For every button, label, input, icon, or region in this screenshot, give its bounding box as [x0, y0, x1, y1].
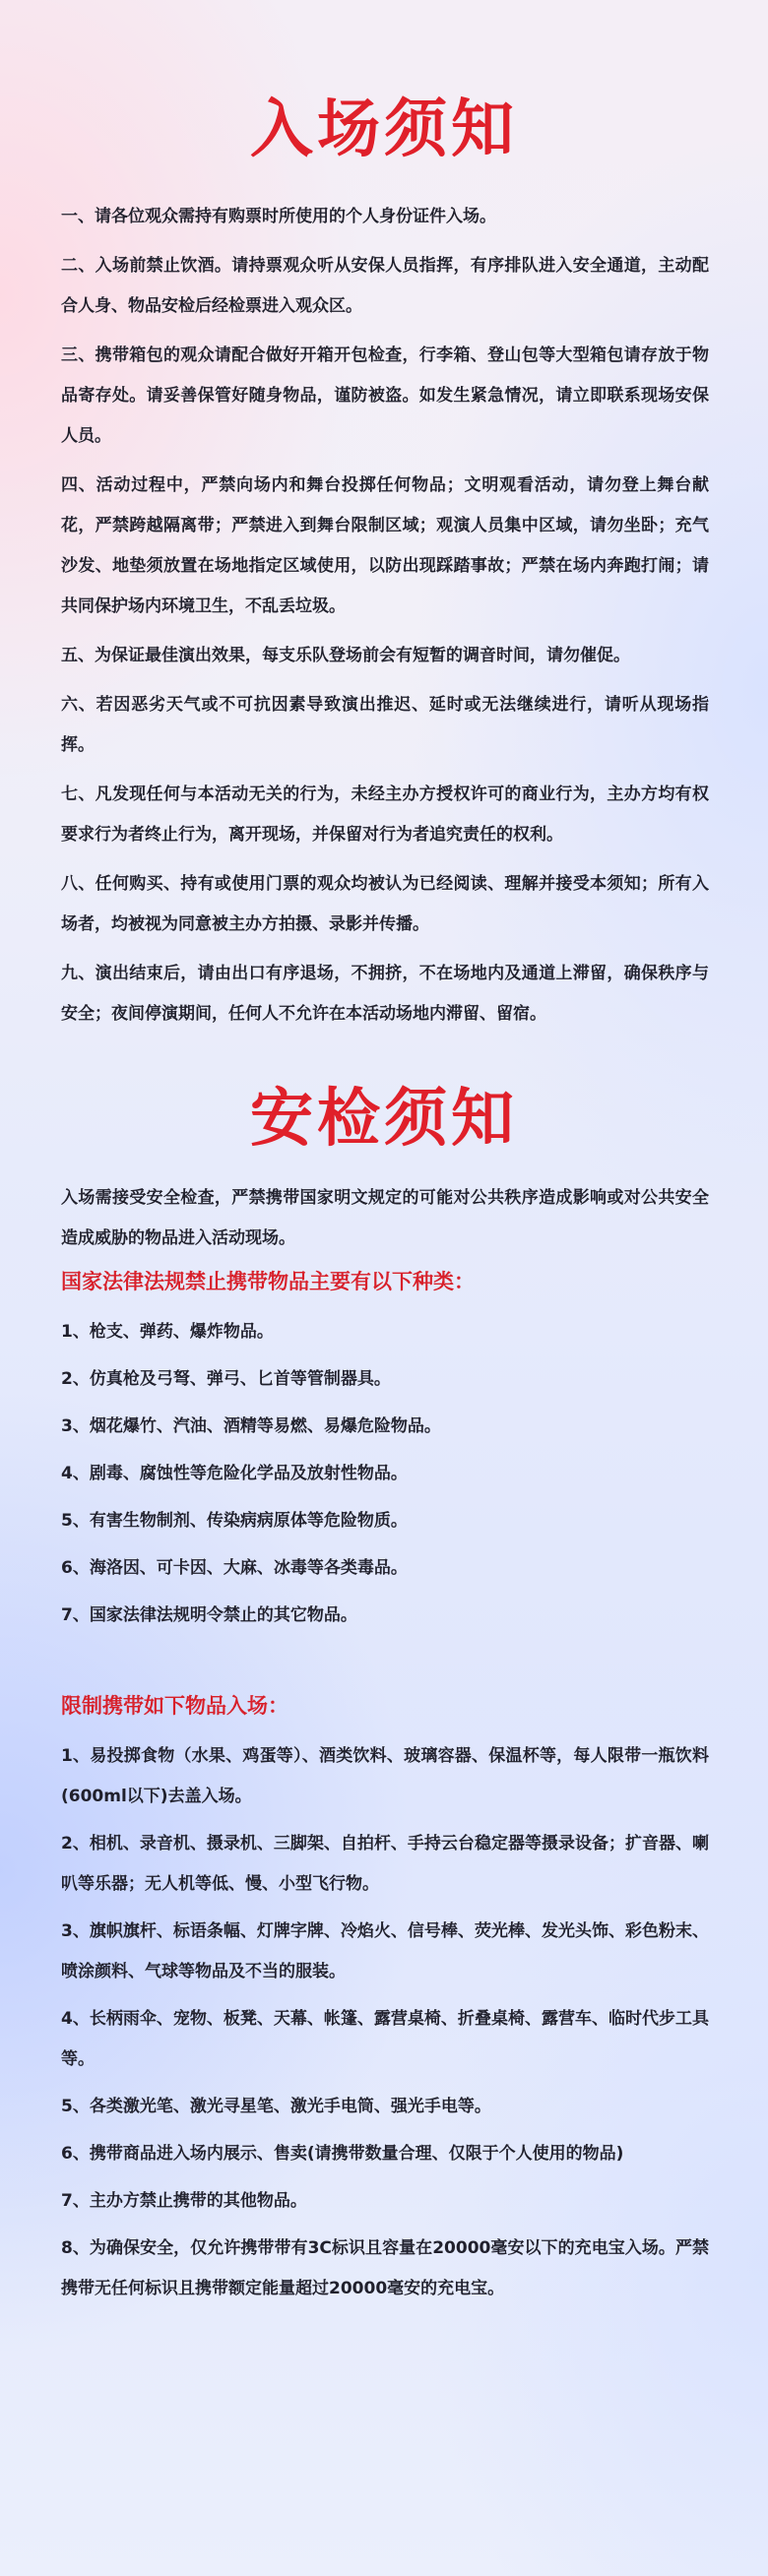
entry-rule-6: 六、若因恶劣天气或不可抗因素导致演出推迟、延时或无法继续进行，请听从现场指挥。 [61, 695, 709, 755]
security-intro: 入场需接受安全检查，严禁携带国家明文规定的可能对公共秩序造成影响或对公共安全造成威胁的物品进入活动现场。 [61, 1188, 709, 1248]
prohibited-item: 5、有害生物制剂、传染病病原体等危险物质。 [61, 1511, 408, 1531]
prohibited-items-heading: 国家法律法规禁止携带物品主要有以下种类： [61, 1270, 475, 1293]
entry-rule-5: 五、为保证最佳演出效果，每支乐队登场前会有短暂的调音时间，请勿催促。 [61, 646, 630, 665]
restricted-item: 5、各类激光笔、激光寻星笔、激光手电筒、强光手电等。 [61, 2097, 491, 2116]
entry-rule-2: 二、入场前禁止饮酒。请持票观众听从安保人员指挥，有序排队进入安全通道，主动配合人身、物品安检后经检票进入观众区。 [61, 256, 709, 316]
restricted-item: 4、长柄雨伞、宠物、板凳、天幕、帐篷、露营桌椅、折叠桌椅、露营车、临时代步工具等。 [61, 2009, 709, 2069]
security-notice-body [61, 1178, 709, 2309]
restricted-item: 8、为确保安全，仅允许携带带有3C标识且容量在20000毫安以下的充电宝入场。严禁携带无任何标识且携带额定能量超过20000毫安的充电宝。 [61, 2238, 709, 2298]
entry-rule-8: 八、任何购买、持有或使用门票的观众均被认为已经阅读、理解并接受本须知；所有入场者，均被视为同意被主办方拍摄、录影并传播。 [61, 874, 709, 934]
restricted-item: 7、主办方禁止携带的其他物品。 [61, 2191, 307, 2211]
restricted-item: 2、相机、录音机、摄录机、三脚架、自拍杆、手持云台稳定器等摄录设备；扩音器、喇叭等乐器；无人机等低、慢、小型飞行物。 [61, 1834, 709, 1894]
entry-rule-9: 九、演出结束后，请由出口有序退场，不拥挤，不在场地内及通道上滞留，确保秩序与安全；夜间停演期间，任何人不允许在本活动场地内滞留、留宿。 [61, 964, 709, 1024]
prohibited-item: 7、国家法律法规明令禁止的其它物品。 [61, 1605, 357, 1625]
prohibited-item: 4、剧毒、腐蚀性等危险化学品及放射性物品。 [61, 1464, 408, 1483]
entry-rule-3: 三、携带箱包的观众请配合做好开箱开包检查，行李箱、登山包等大型箱包请存放于物品寄存处。请妥善保管好随身物品，谨防被盗。如发生紧急情况，请立即联系现场安保人员。 [61, 346, 709, 446]
entry-rule-4: 四、活动过程中，严禁向场内和舞台投掷任何物品；文明观看活动，请勿登上舞台献花，严禁跨越隔离带；严禁进入到舞台限制区域；观演人员集中区域，请勿坐卧；充气沙发、地垫须放置在场地指定区域使用，以防出现踩踏事故；严禁在场内奔跑打闹；请共同保护场内环境卫生，不乱丢垃圾。 [61, 475, 709, 616]
prohibited-item: 6、海洛因、可卡因、大麻、冰毒等各类毒品。 [61, 1558, 408, 1578]
restricted-item: 6、携带商品进入场内展示、售卖(请携带数量合理、仅限于个人使用的物品) [61, 2144, 624, 2164]
prohibited-item: 1、枪支、弹药、爆炸物品。 [61, 1322, 274, 1342]
prohibited-item: 2、仿真枪及弓弩、弹弓、匕首等管制器具。 [61, 1369, 391, 1389]
restricted-item: 1、易投掷食物（水果、鸡蛋等）、酒类饮料、玻璃容器、保温杯等，每人限带一瓶饮料(600ml以下)去盖入场。 [61, 1746, 709, 1806]
entry-notice-body [61, 197, 709, 1035]
entry-rule-1: 一、请各位观众需持有购票时所使用的个人身份证件入场。 [61, 207, 496, 226]
prohibited-item: 3、烟花爆竹、汽油、酒精等易燃、易爆危险物品。 [61, 1416, 441, 1436]
restricted-items-heading: 限制携带如下物品入场： [61, 1694, 288, 1718]
security-notice-title: 安检须知 [250, 1082, 518, 1156]
entry-notice-title: 入场须知 [250, 93, 518, 166]
entry-rule-7: 七、凡发现任何与本活动无关的行为，未经主办方授权许可的商业行为，主办方均有权要求行为者终止行为，离开现场，并保留对行为者追究责任的权利。 [61, 785, 709, 845]
restricted-item: 3、旗帜旗杆、标语条幅、灯牌字牌、冷焰火、信号棒、荧光棒、发光头饰、彩色粉末、喷涂颜料、气球等物品及不当的服装。 [61, 1921, 709, 1981]
